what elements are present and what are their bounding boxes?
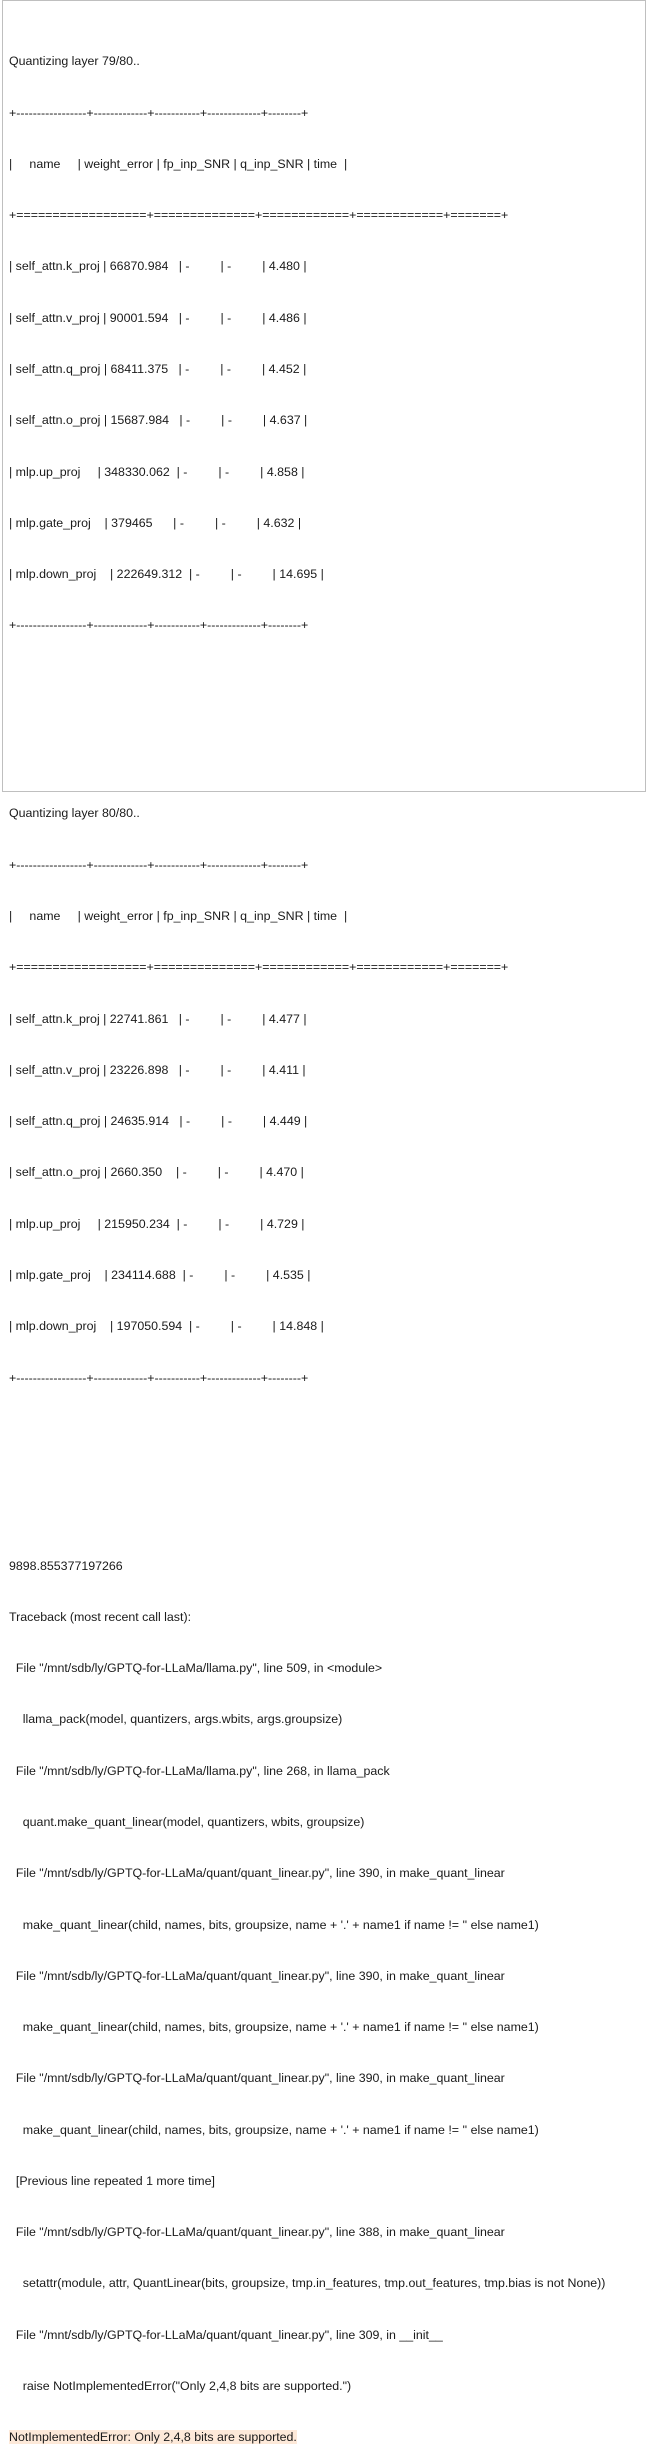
table-row: | self_attn.o_proj | 2660.350 | - | - | 4.470 |	[9, 1165, 304, 1180]
table-header: | name | weight_error | fp_inp_SNR | q_inp_SNR | time |	[9, 908, 348, 923]
traceback-line: quant.make_quant_linear(model, quantizers, wbits, groupsize)	[9, 1814, 365, 1829]
table-row: | mlp.gate_proj | 379465 | - | - | 4.632 |	[9, 515, 302, 530]
traceback-line: File "/mnt/sdb/ly/GPTQ-for-LLaMa/quant/quant_linear.py", line 390, in make_quant_linear	[9, 1866, 505, 1881]
error-message: NotImplementedError: Only 2,4,8 bits are supported.	[9, 2430, 297, 2445]
table-separator: +==================+==============+============+============+=======+	[9, 960, 509, 975]
blank-line	[9, 1472, 605, 1489]
traceback-line: File "/mnt/sdb/ly/GPTQ-for-LLaMa/quant/quant_linear.py", line 309, in __init__	[9, 2327, 443, 2342]
table-row: | self_attn.k_proj | 66870.984 | - | - | 4.480 |	[9, 259, 307, 274]
traceback-line: File "/mnt/sdb/ly/GPTQ-for-LLaMa/llama.py", line 509, in <module>	[9, 1661, 383, 1676]
table-row: | mlp.up_proj | 215950.234 | - | - | 4.729 |	[9, 1216, 305, 1231]
table-row: | mlp.up_proj | 348330.062 | - | - | 4.858 |	[9, 464, 305, 479]
traceback-line: File "/mnt/sdb/ly/GPTQ-for-LLaMa/quant/quant_linear.py", line 390, in make_quant_linear	[9, 2071, 505, 2086]
blank-line	[9, 720, 605, 737]
blank-line	[9, 669, 605, 686]
table-row: | mlp.gate_proj | 234114.688 | - | - | 4.535 |	[9, 1267, 311, 1282]
layer-title: Quantizing layer 79/80..	[9, 54, 140, 69]
traceback-line: make_quant_linear(child, names, bits, groupsize, name + '.' + name1 if name != '' else name1)	[9, 1917, 539, 1932]
table-separator: +==================+==============+============+============+=======+	[9, 208, 509, 223]
layer-title: Quantizing layer 80/80..	[9, 806, 140, 821]
table-row: | self_attn.q_proj | 24635.914 | - | - | 4.449 |	[9, 1114, 308, 1129]
table-row: | self_attn.v_proj | 90001.594 | - | - | 4.486 |	[9, 310, 307, 325]
table-header: | name | weight_error | fp_inp_SNR | q_inp_SNR | time |	[9, 156, 348, 171]
table-row: | mlp.down_proj | 197050.594 | - | - | 14.848 |	[9, 1319, 324, 1334]
traceback-line: llama_pack(model, quantizers, args.wbits, args.groupsize)	[9, 1712, 343, 1727]
table-row: | self_attn.q_proj | 68411.375 | - | - | 4.452 |	[9, 361, 307, 376]
traceback-line: raise NotImplementedError("Only 2,4,8 bits are supported.")	[9, 2379, 352, 2394]
table-separator: +-----------------+-------------+-----------+-------------+--------+	[9, 857, 309, 872]
traceback-line: File "/mnt/sdb/ly/GPTQ-for-LLaMa/quant/quant_linear.py", line 388, in make_quant_linear	[9, 2225, 505, 2240]
table-row: | mlp.down_proj | 222649.312 | - | - | 14.695 |	[9, 567, 324, 582]
traceback-line: File "/mnt/sdb/ly/GPTQ-for-LLaMa/llama.py", line 268, in llama_pack	[9, 1763, 390, 1778]
blank-line	[9, 1421, 605, 1438]
traceback-line: [Previous line repeated 1 more time]	[9, 2173, 215, 2188]
console-log	[9, 2, 605, 2464]
table-row: | self_attn.v_proj | 23226.898 | - | - | 4.411 |	[9, 1062, 306, 1077]
table-separator: +-----------------+-------------+-----------+-------------+--------+	[9, 618, 309, 633]
table-row: | self_attn.k_proj | 22741.861 | - | - | 4.477 |	[9, 1011, 307, 1026]
table-separator: +-----------------+-------------+-----------+-------------+--------+	[9, 105, 309, 120]
traceback-line: make_quant_linear(child, names, bits, groupsize, name + '.' + name1 if name != '' else name1)	[9, 2020, 539, 2035]
traceback-line: make_quant_linear(child, names, bits, groupsize, name + '.' + name1 if name != '' else name1)	[9, 2122, 539, 2137]
final-value: 9898.855377197266	[9, 1558, 123, 1573]
traceback-line: setattr(module, attr, QuantLinear(bits, groupsize, tmp.in_features, tmp.out_features, tmp.bias is not None))	[9, 2276, 606, 2291]
traceback-line: Traceback (most recent call last):	[9, 1609, 192, 1624]
table-separator: +-----------------+-------------+-----------+-------------+--------+	[9, 1370, 309, 1385]
traceback-line: File "/mnt/sdb/ly/GPTQ-for-LLaMa/quant/quant_linear.py", line 390, in make_quant_linear	[9, 1968, 505, 1983]
table-row: | self_attn.o_proj | 15687.984 | - | - | 4.637 |	[9, 413, 308, 428]
